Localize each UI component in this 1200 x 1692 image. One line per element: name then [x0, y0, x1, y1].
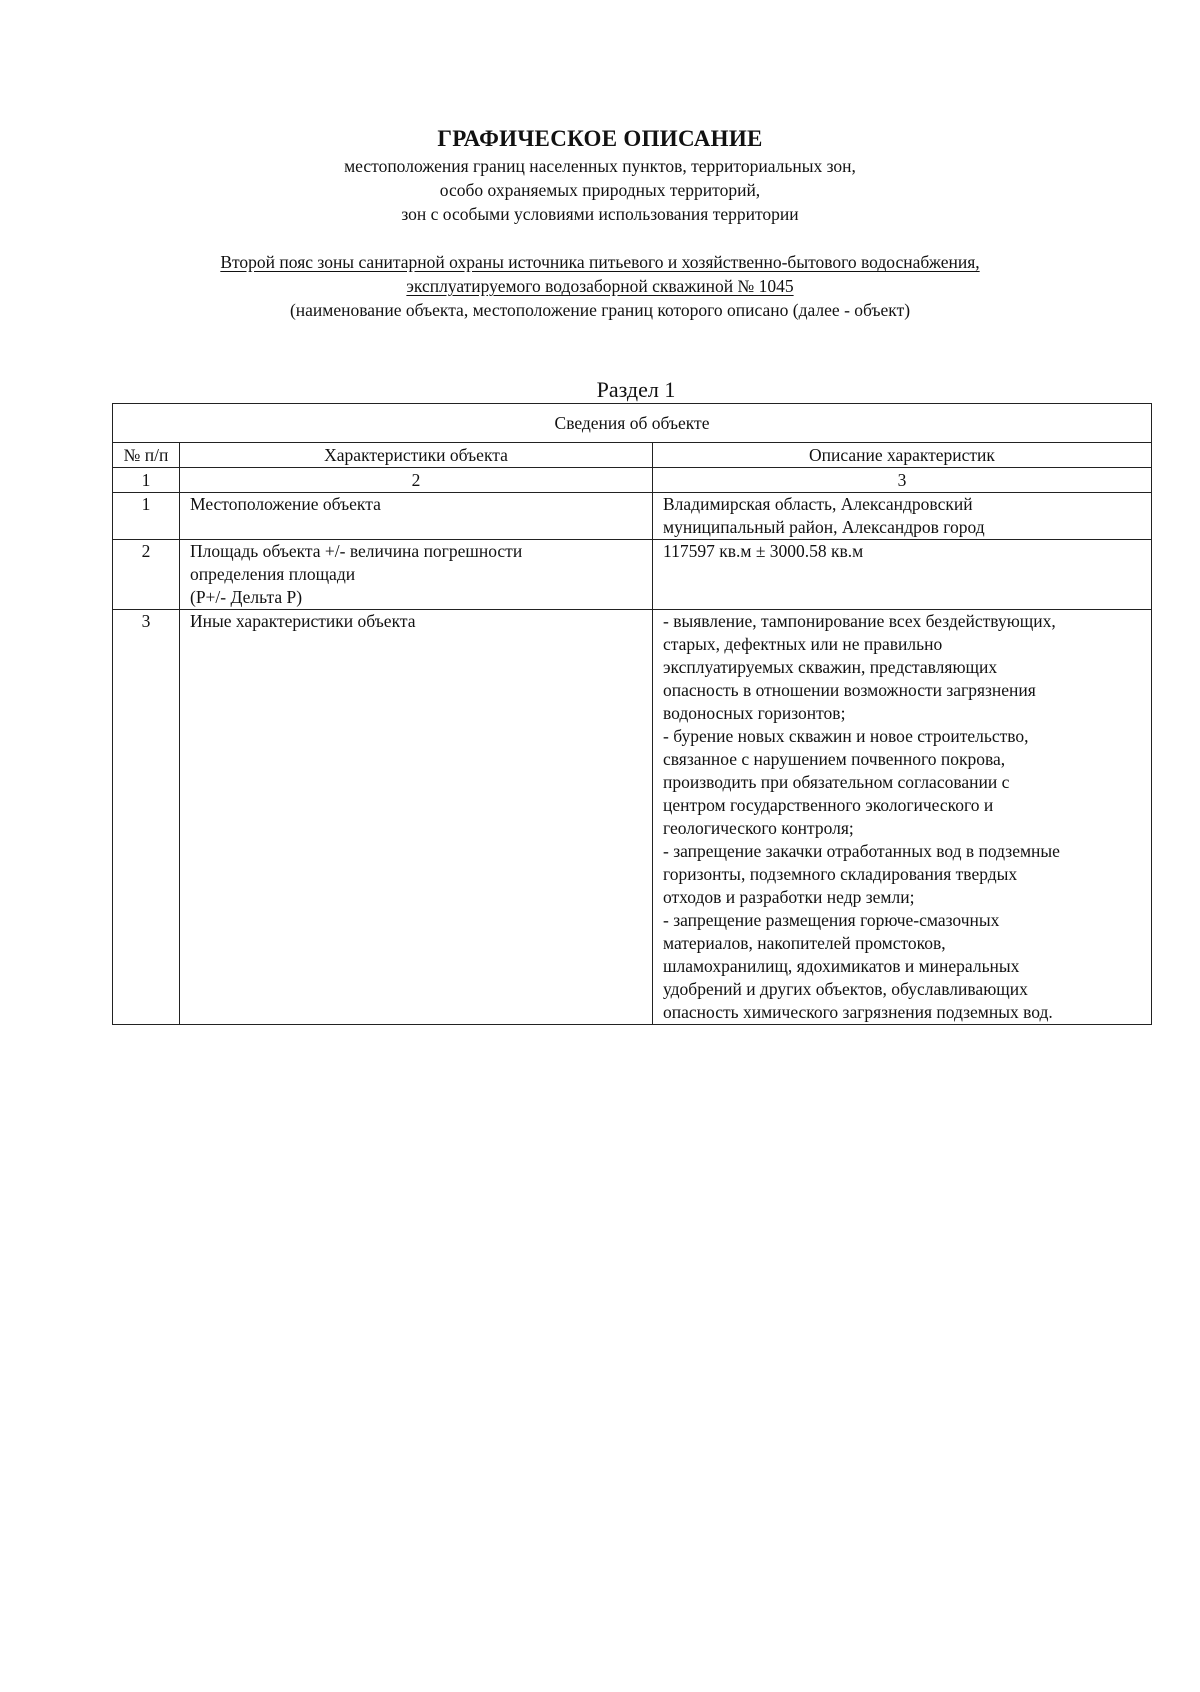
object-name-line-2 [0, 274, 1200, 298]
document-title: ГРАФИЧЕСКОЕ ОПИСАНИЕ [437, 126, 763, 151]
header-description: Описание характеристик [653, 443, 1152, 468]
object-name-text-1: Второй пояс зоны санитарной охраны источника питьевого и хозяйственно-бытового водоснабжения, [220, 252, 980, 272]
column-number-2: 2 [180, 468, 653, 493]
row-characteristic: Местоположение объекта [180, 493, 653, 540]
table-header-row [113, 443, 1152, 468]
row-number: 3 [113, 610, 180, 1025]
row-characteristic: Иные характеристики объекта [180, 610, 653, 1025]
subtitle-line-3: зон с особыми условиями использования территории [401, 204, 799, 224]
row-characteristic: Площадь объекта +/- величина погрешности определения площади (Р+/- Дельта Р) [180, 540, 653, 610]
row-description: 117597 кв.м ± 3000.58 кв.м [653, 540, 1152, 610]
section-title: Раздел 1 [596, 377, 676, 402]
object-name-line-1 [0, 250, 1200, 274]
row-description: Владимирская область, Александровский муниципальный район, Александров город [653, 493, 1152, 540]
object-info-table [112, 403, 1152, 1025]
table-row [113, 540, 1152, 610]
table-column-number-row [113, 468, 1152, 493]
object-name-caption: (наименование объекта, местоположение границ которого описано (далее - объект) [289, 300, 911, 320]
object-name-block [0, 250, 1200, 322]
table-caption-row [113, 404, 1152, 443]
table-row [113, 610, 1152, 1025]
table-row [113, 493, 1152, 540]
column-number-3: 3 [653, 468, 1152, 493]
document-header [0, 124, 1200, 226]
header-num: № п/п [113, 443, 180, 468]
subtitle-line-1: местоположения границ населенных пунктов, территориальных зон, [344, 156, 856, 176]
table-caption: Сведения об объекте [113, 404, 1152, 443]
row-description: - выявление, тампонирование всех бездействующих, старых, дефектных или не правильно эксплуатируемых скважин, представляющих опасность в отношении возможности загрязнения водоносных горизонтов; - бурение новых скважин и новое строительство, связанное с нарушением почвенного покрова, производить при обязательном согласовании с центром государственного экологического и геологического контроля; - запрещение закачки отработанных вод в подземные горизонты, подземного складирования твердых отходов и разработки недр земли; - запрещение размещения горюче-смазочных материалов, накопителей промстоков, шламохранилищ, ядохимикатов и минеральных удобрений и других объектов, обуславливающих опасность химического загрязнения подземных вод. [653, 610, 1152, 1025]
column-number-1: 1 [113, 468, 180, 493]
object-name-text-2: эксплуатируемого водозаборной скважиной № 1045 [406, 276, 794, 296]
header-characteristic: Характеристики объекта [180, 443, 653, 468]
subtitle-line-2: особо охраняемых природных территорий, [439, 180, 761, 200]
row-number: 2 [113, 540, 180, 610]
row-number: 1 [113, 493, 180, 540]
